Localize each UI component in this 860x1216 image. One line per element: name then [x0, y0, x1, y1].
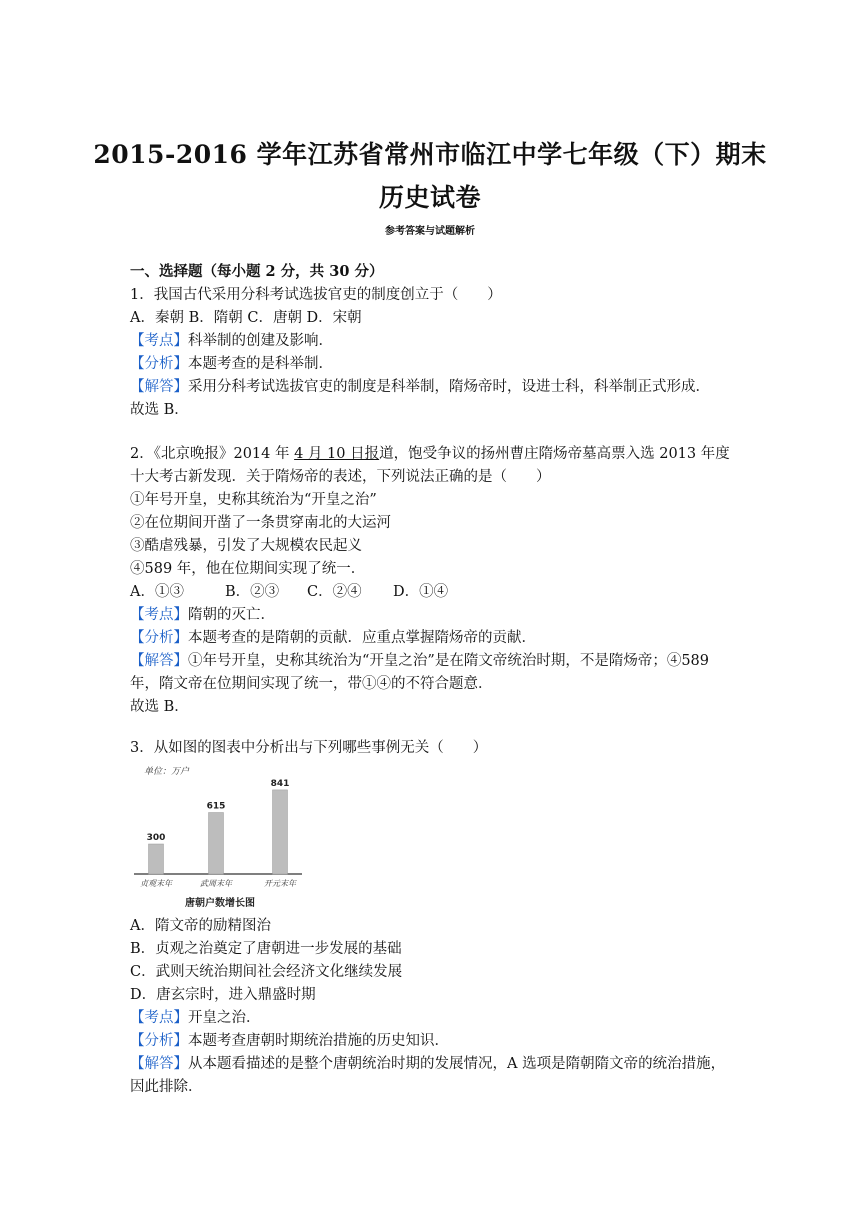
q2-jieda-text1: ①年号开皇，史称其统治为“开皇之治”是在隋文帝统治时期，不是隋炀帝；④589 — [188, 653, 709, 669]
q3-option-b: B．贞观之治奠定了唐朝进一步发展的基础 — [130, 941, 402, 957]
chart-title: 唐朝户数增长图 — [185, 898, 255, 909]
q2-option-d: D．①④ — [393, 584, 449, 600]
chart-value-label-1: 300 — [146, 833, 166, 843]
q2-kaodian-text: 隋朝的灭亡． — [188, 607, 275, 623]
document-title-line2: 历史试卷 — [378, 183, 481, 212]
q1-jieda-text: 采用分科考试选拔官吏的制度是科举制，隋炀帝时，设进士科，科举制正式形成． — [188, 379, 710, 395]
chart-bar-3 — [273, 790, 288, 874]
q1-kaodian-tag: 【考点】 — [130, 333, 188, 349]
q1-fenxi-tag: 【分析】 — [130, 356, 188, 372]
q3-fenxi — [130, 1031, 449, 1051]
q2-option-c: C．②④ — [307, 584, 362, 600]
tang-household-chart — [130, 762, 310, 912]
chart-bar-1 — [149, 844, 164, 874]
q2-jieda-line2: 年，隋文帝在位期间实现了统一，带①④的不符合题意． — [130, 676, 493, 692]
q2-item3: ③酷虐残暴，引发了大规模农民起义 — [130, 538, 362, 554]
document-subtitle: 参考答案与试题解析 — [385, 226, 475, 237]
chart-category-label-1: 贞观末年 — [140, 879, 172, 888]
q3-stem: 3．从如图的图表中分析出与下列哪些事例无关（ ） — [130, 740, 488, 756]
q1-fenxi-text: 本题考查的是科举制． — [188, 356, 333, 372]
q2-kaodian-tag: 【考点】 — [130, 607, 188, 623]
q2-item4: ④589 年，他在位期间实现了统一． — [130, 561, 366, 577]
q3-kaodian-tag: 【考点】 — [130, 1010, 188, 1026]
chart-unit-label: 单位：万户 — [144, 767, 190, 777]
q2-stem-part-b: 道，饱受争议的扬州曹庄隋炀帝墓高票入选 2013 年度 — [379, 446, 730, 462]
q2-fenxi-tag: 【分析】 — [130, 630, 188, 646]
chart-value-label-2: 615 — [206, 801, 226, 812]
chart-category-label-3: 开元末年 — [264, 879, 296, 888]
q3-option-c: C．武则天统治期间社会经济文化继续发展 — [130, 964, 403, 980]
chart-value-label-3: 841 — [270, 778, 290, 789]
q2-jieda-line1 — [130, 651, 709, 671]
chart-bars — [140, 779, 297, 888]
q1-jieda-tag: 【解答】 — [130, 379, 188, 395]
q3-option-a: A．隋文帝的励精图治 — [130, 918, 271, 934]
section-heading: 一、选择题（每小题 2 分，共 30 分） — [130, 263, 384, 280]
q3-jieda-text1: 从本题看描述的是整个唐朝统治时期的发展情况，A 选项是隋朝隋文帝的统治措施， — [188, 1056, 726, 1072]
document-title-line1: 2015-2016 学年江苏省常州市临江中学七年级（下）期末 — [93, 140, 767, 169]
q1-kaodian — [130, 331, 333, 351]
q2-stem-part-a: 2．《北京晚报》2014 年 — [130, 446, 295, 462]
q2-item2: ②在位期间开凿了一条贯穿南北的大运河 — [130, 515, 391, 531]
q2-stem-underlined: 4 月 10 日报 — [294, 446, 380, 462]
q3-jieda-line1 — [130, 1054, 725, 1074]
chart-svg — [130, 762, 310, 912]
q2-fenxi-text: 本题考查的是隋朝的贡献．应重点掌握隋炀帝的贡献． — [188, 630, 536, 646]
chart-category-label-2: 武周末年 — [200, 879, 232, 888]
q3-kaodian — [130, 1008, 261, 1028]
q2-option-b: B．②③ — [225, 584, 280, 600]
q2-stem-line1 — [130, 444, 730, 464]
q2-answer: 故选 B． — [130, 699, 189, 715]
q3-kaodian-text: 开皇之治． — [188, 1010, 261, 1026]
q2-fenxi — [130, 628, 536, 648]
q1-kaodian-text: 科举制的创建及影响． — [188, 333, 333, 349]
q3-jieda-line2: 因此排除． — [130, 1079, 203, 1095]
q2-jieda-tag: 【解答】 — [130, 653, 188, 669]
q2-kaodian — [130, 605, 275, 625]
q1-options: A．秦朝 B．隋朝 C．唐朝 D．宋朝 — [130, 310, 362, 326]
q1-answer: 故选 B． — [130, 402, 189, 418]
q3-jieda-tag: 【解答】 — [130, 1056, 188, 1072]
q2-option-a: A．①③ — [130, 584, 184, 600]
q3-fenxi-text: 本题考查唐朝时期统治措施的历史知识． — [188, 1033, 449, 1049]
q3-fenxi-tag: 【分析】 — [130, 1033, 188, 1049]
chart-bar-2 — [209, 813, 224, 875]
q2-item1: ①年号开皇，史称其统治为“开皇之治” — [130, 492, 377, 508]
q2-options — [130, 582, 448, 602]
q3-option-d: D．唐玄宗时，进入鼎盛时期 — [130, 987, 316, 1003]
q1-fenxi — [130, 354, 333, 374]
q2-stem-line2: 十大考古新发现．关于隋炀帝的表述，下列说法正确的是（ ） — [130, 469, 551, 485]
q1-jieda — [130, 377, 710, 397]
q1-stem: 1．我国古代采用分科考试选拔官吏的制度创立于（ ） — [130, 287, 502, 303]
